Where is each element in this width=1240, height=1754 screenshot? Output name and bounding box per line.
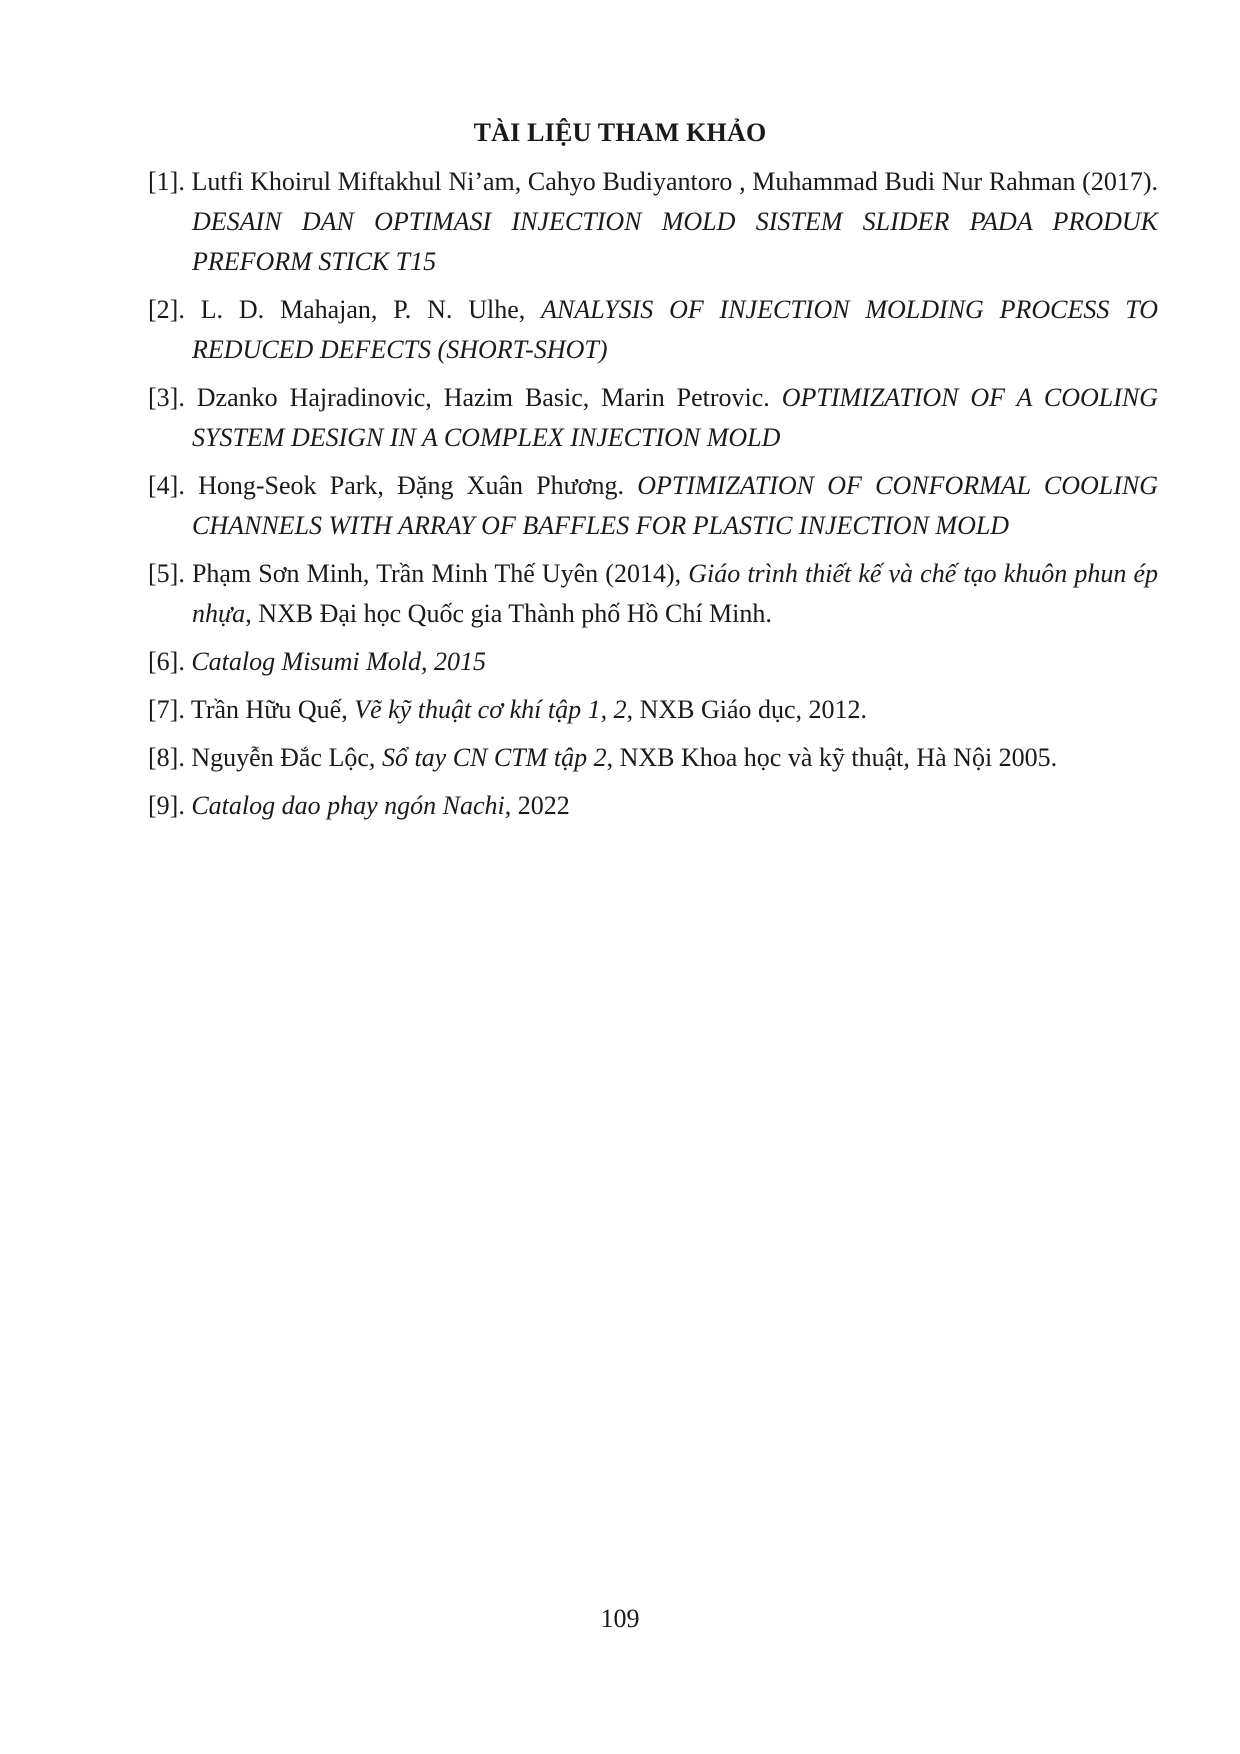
reference-item-2 xyxy=(148,290,1158,370)
reference-authors: Trần Hữu Quế, xyxy=(184,695,355,724)
reference-item-1 xyxy=(148,162,1158,282)
page-number: 109 xyxy=(600,1604,640,1633)
reference-number: [2]. xyxy=(148,295,185,324)
reference-authors: L. D. Mahajan, P. N. Ulhe, xyxy=(184,295,542,324)
reference-publisher: , NXB Giáo dục, 2012. xyxy=(626,695,868,724)
reference-number: [7]. xyxy=(148,695,185,724)
reference-authors: Lutfi Khoirul Miftakhul Ni’am, Cahyo Budiyantoro , Muhammad Budi Nur Rahman (2017). xyxy=(184,167,1158,196)
page-title: TÀI LIỆU THAM KHẢO xyxy=(473,118,767,147)
reference-title: Catalog dao phay ngón Nachi xyxy=(191,791,505,820)
reference-title: Sổ tay CN CTM tập 2 xyxy=(381,743,607,772)
reference-title: OPTIMIZATION OF CONFORMAL COOLING CHANNELS WITH ARRAY OF BAFFLES FOR PLASTIC INJECTION MOLD xyxy=(192,471,1158,540)
reference-item-6 xyxy=(148,642,1158,682)
reference-title: DESAIN DAN OPTIMASI INJECTION MOLD SISTEM SLIDER PADA PRODUK PREFORM STICK T15 xyxy=(192,207,1158,276)
reference-number: [5]. xyxy=(148,559,185,588)
reference-publisher: , 2022 xyxy=(504,791,570,820)
reference-publisher: , NXB Khoa học và kỹ thuật, Hà Nội 2005. xyxy=(606,743,1058,772)
reference-title: Vẽ kỹ thuật cơ khí tập 1, 2 xyxy=(354,695,627,724)
reference-item-5 xyxy=(148,554,1158,634)
reference-list xyxy=(148,162,1158,834)
reference-item-7 xyxy=(148,690,1158,730)
reference-number: [1]. xyxy=(148,167,185,196)
reference-item-8 xyxy=(148,738,1158,778)
reference-title: Catalog Misumi Mold, 2015 xyxy=(191,647,486,676)
reference-number: [9]. xyxy=(148,791,185,820)
reference-authors: Phạm Sơn Minh, Trần Minh Thế Uyên (2014), xyxy=(184,559,689,588)
reference-number: [6]. xyxy=(148,647,185,676)
reference-number: [8]. xyxy=(148,743,185,772)
reference-item-3 xyxy=(148,378,1158,458)
reference-title: Giáo trình thiết kế và chế tạo khuôn phun ép nhựa xyxy=(192,559,1158,628)
reference-authors: Dzanko Hajradinovic, Hazim Basic, Marin Petrovic. xyxy=(184,383,782,412)
reference-authors: Nguyễn Đắc Lộc, xyxy=(184,743,382,772)
reference-item-9 xyxy=(148,786,1158,826)
reference-publisher: , NXB Đại học Quốc gia Thành phố Hồ Chí Minh. xyxy=(245,599,772,628)
reference-title: ANALYSIS OF INJECTION MOLDING PROCESS TO REDUCED DEFECTS (SHORT-SHOT) xyxy=(192,295,1158,364)
reference-number: [3]. xyxy=(148,383,185,412)
reference-authors: Hong-Seok Park, Đặng Xuân Phương. xyxy=(184,471,638,500)
reference-number: [4]. xyxy=(148,471,185,500)
reference-title: OPTIMIZATION OF A COOLING SYSTEM DESIGN IN A COMPLEX INJECTION MOLD xyxy=(192,383,1159,452)
reference-item-4 xyxy=(148,466,1158,546)
